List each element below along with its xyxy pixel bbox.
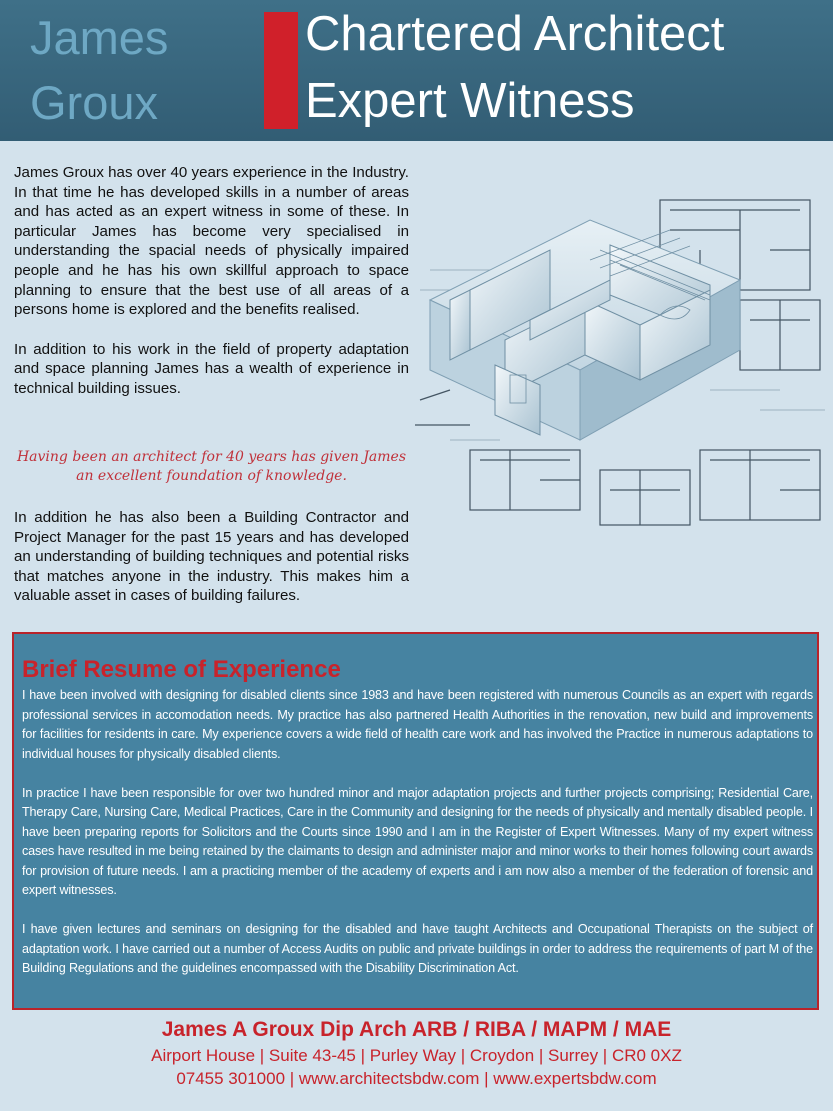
- intro-paragraph-1: James Groux has over 40 years experience in the Industry. In that time he has developed skills in a number of areas and has acted as an expert witness in some of these. In particular James has become very specialised in understanding the spacial needs of physically impaired people and he has his own skillful approach to space planning to ensure that the best use of all areas of a persons home is explored and the benefits realised.: [14, 164, 409, 319]
- resume-paragraph-1: I have been involved with designing for disabled clients since 1983 and have been registered with numerous Councils as an expert with regards professional services in accomodation needs. My practice has also partnered Health Authorities in the renovation, new build and improvements for facilities for residents in care. My experience covers a wide field of health care work and has involved the Practice in numerous adaptations to individual houses for physically disabled clients.: [22, 688, 813, 761]
- contact-footer: [0, 1016, 833, 1090]
- address-line: Airport House | Suite 43-45 | Purley Way | Croydon | Surrey | CR0 0XZ: [151, 1046, 682, 1065]
- architecture-illustration-icon: [410, 150, 833, 535]
- resume-body: [22, 686, 813, 998]
- intro-text-2: [14, 508, 409, 606]
- contact-line: 07455 301000 | www.architectsbdw.com | www.expertsbdw.com: [176, 1069, 657, 1088]
- resume-panel: [12, 632, 819, 1010]
- resume-paragraph-2: In practice I have been responsible for over two hundred minor and major adaptation projects and further projects comprising; Residential Care, Therapy Care, Nursing Care, Medical Practices, Care in the Community and designing for the needs of physically and mentally disabled people. I have been preparing reports for Solicitors and the Courts since 1990 and I am in the Register of Expert Witnesses. Many of my expert witness cases have resulted in me being retained by the claimants to design and administer major and minor works to their homes following court awards for provision of future needs. I am a practicing member of the academy of experts and i am now also a member of the federation of forensic and expert witnesses.: [22, 785, 813, 897]
- accent-bar: [264, 12, 298, 129]
- intro-text: [14, 163, 409, 399]
- title-line-2: Expert Witness: [305, 74, 635, 128]
- resume-paragraph-3: I have given lectures and seminars on designing for the disabled and have taught Architects and Occupational Therapists on the subject of adaptation work. I have carried out a number of Access Audits on public and private buildings in order to address the requirements of part M of the Building Regulations and the guidelines encompassed with the Disability Discrimination Act.: [22, 922, 813, 975]
- title-line-1: Chartered Architect: [305, 7, 725, 61]
- credentials-line: James A Groux Dip Arch ARB / RIBA / MAPM / MAE: [161, 1018, 672, 1041]
- intro-paragraph-3: In addition he has also been a Building Contractor and Project Manager for the past 15 years and has developed an understanding of building techniques and potential risks that matches anyone in the industry. This makes him a valuable asset in cases of building failures.: [14, 509, 409, 605]
- name-first: James: [30, 11, 169, 64]
- intro-paragraph-2: In addition to his work in the field of property adaptation and space planning James has a wealth of experience in technical building issues.: [14, 340, 409, 397]
- name-last: Groux: [30, 76, 158, 129]
- header-banner: [0, 0, 833, 141]
- pull-quote: Having been an architect for 40 years has given James an excellent foundation of knowledge.: [16, 449, 407, 484]
- resume-heading: Brief Resume of Experience: [22, 656, 341, 683]
